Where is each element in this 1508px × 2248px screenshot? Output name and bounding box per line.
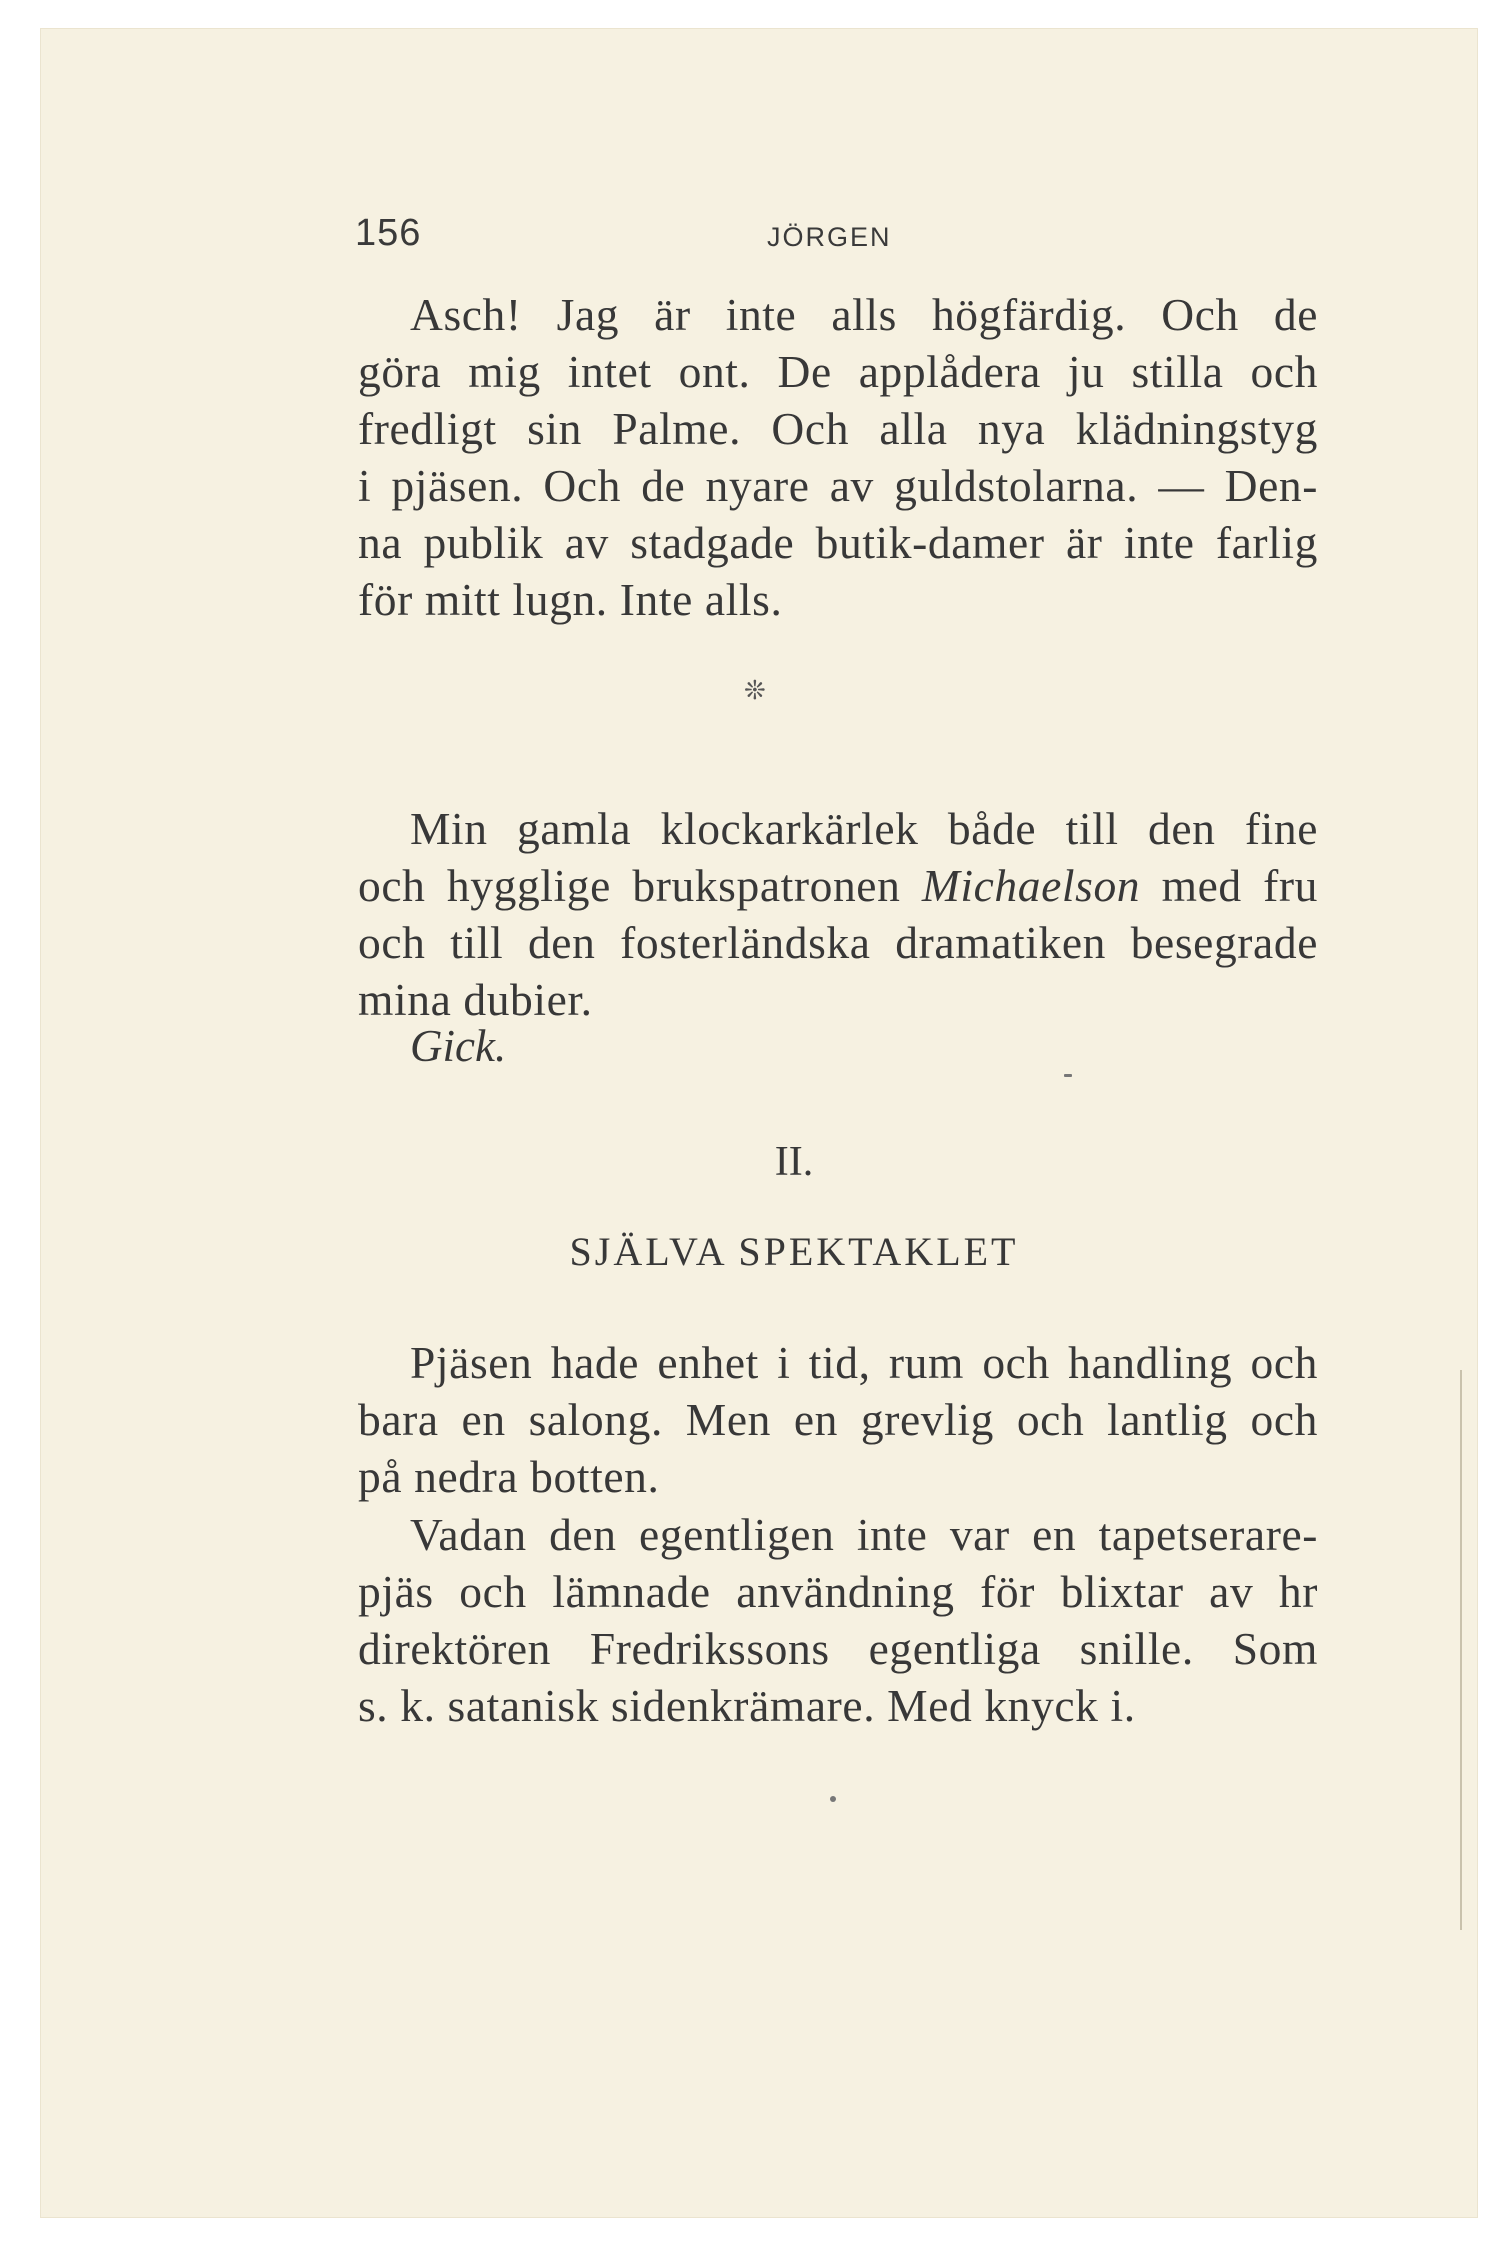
text-line xyxy=(358,857,1318,914)
text-line: mina dubier. xyxy=(358,974,593,1025)
text-line: Min gamla klockarkärlek både till den fine xyxy=(410,803,1318,854)
text-line: på nedra botten. xyxy=(358,1451,660,1502)
text-line: fredligt sin Palme. Och alla nya klädningstyg xyxy=(358,403,1318,454)
page-number: 156 xyxy=(355,212,422,254)
section-number: II. xyxy=(774,1139,814,1185)
paragraph-1 xyxy=(358,286,1318,628)
signature: Gick. xyxy=(410,1021,507,1071)
section-title: SJÄLVA SPEKTAKLET xyxy=(569,1229,1019,1274)
text-line: göra mig intet ont. De applådera ju stilla och xyxy=(358,346,1318,397)
text-segment: med fru xyxy=(1140,860,1318,911)
section-ornament: ❊ xyxy=(744,676,766,706)
page-edge-mark xyxy=(1460,1370,1462,1930)
text-line: bara en salong. Men en grevlig och lantlig och xyxy=(358,1394,1318,1445)
paragraph-3 xyxy=(358,1334,1318,1505)
name-michaelson: Michaelson xyxy=(921,860,1141,911)
text-line: pjäs och lämnade användning för blixtar av hr xyxy=(358,1566,1318,1617)
ink-speck xyxy=(830,1796,836,1802)
text-line: Asch! Jag är inte alls högfärdig. Och de xyxy=(410,289,1318,340)
page-header xyxy=(355,212,1335,272)
text-line: i pjäsen. Och de nyare av guldstolarna. — Den- xyxy=(358,460,1318,511)
running-head: JÖRGEN xyxy=(767,222,892,252)
text-line: s. k. satanisk sidenkrämare. Med knyck i. xyxy=(358,1680,1136,1731)
text-line: Pjäsen hade enhet i tid, rum och handling och xyxy=(410,1337,1318,1388)
ink-speck xyxy=(1064,1074,1072,1077)
paragraph-2 xyxy=(358,800,1318,1028)
text-line: direktören Fredrikssons egentliga snille. Som xyxy=(358,1623,1318,1674)
text-line: Vadan den egentligen inte var en tapetserare- xyxy=(410,1509,1318,1560)
text-line: för mitt lugn. Inte alls. xyxy=(358,574,783,625)
text-segment: och hygglige brukspatronen xyxy=(358,860,922,911)
text-line: och till den fosterländska dramatiken besegrade xyxy=(358,917,1318,968)
paragraph-4 xyxy=(358,1506,1318,1734)
text-line: na publik av stadgade butik-damer är inte farlig xyxy=(358,517,1318,568)
